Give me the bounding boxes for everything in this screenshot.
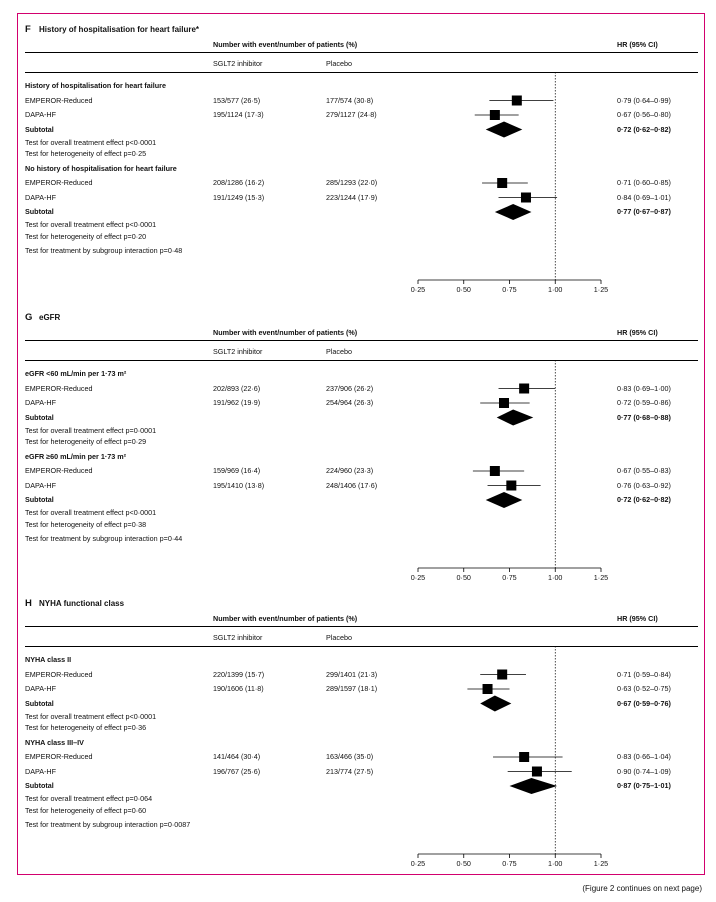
hazard-ratio-value: 0·84 (0·69–1·01) <box>617 192 671 202</box>
test-statistic: Test for overall treatment effect p=0·0001 <box>25 425 157 435</box>
sglt2-events: 208/1286 (16·2) <box>213 178 265 187</box>
study-name: DAPA-HF <box>25 766 57 776</box>
test-statistic: Test for heterogeneity of effect p=0·29 <box>25 437 147 446</box>
x-tick-label: 1·00 <box>548 859 563 868</box>
study-name: DAPA-HF <box>25 398 57 407</box>
point-estimate-square <box>532 767 542 777</box>
subtotal-hazard-ratio: 0·77 (0·68–0·88) <box>617 412 671 422</box>
sglt2-events: 159/969 (16·4) <box>213 466 261 475</box>
sglt2-events: 220/1399 (15·7) <box>213 669 265 679</box>
hazard-ratio-value: 0·67 (0·55–0·83) <box>617 466 671 475</box>
placebo-events: 248/1406 (17·6) <box>326 480 378 490</box>
study-name: EMPEROR-Reduced <box>25 178 93 187</box>
header-rule <box>25 340 698 341</box>
column-header-hr: HR (95% CI) <box>617 328 658 337</box>
point-estimate-square <box>483 684 493 694</box>
study-name: DAPA-HF <box>25 480 57 490</box>
interaction-test: Test for treatment by subgroup interaction p=0·44 <box>25 534 183 543</box>
study-name: DAPA-HF <box>25 110 57 119</box>
point-estimate-square <box>506 481 516 491</box>
placebo-events: 254/964 (26·3) <box>326 398 374 407</box>
x-tick-label: 0·75 <box>502 859 517 868</box>
hazard-ratio-value: 0·83 (0·69–1·00) <box>617 383 671 393</box>
test-statistic: Test for overall treatment effect p<0·0001 <box>25 508 157 517</box>
x-tick-label: 0·50 <box>456 573 471 582</box>
test-statistic: Test for heterogeneity of effect p=0·20 <box>25 231 147 241</box>
sglt2-events: 202/893 (22·6) <box>213 383 261 393</box>
subtotal-diamond <box>486 492 523 508</box>
sglt2-events: 196/767 (25·6) <box>213 766 261 776</box>
sglt2-events: 191/962 (19·9) <box>213 398 261 407</box>
subtotal-label: Subtotal <box>25 412 54 422</box>
column-header-events: Number with event/number of patients (%) <box>213 328 358 337</box>
subtotal-label: Subtotal <box>25 698 54 708</box>
sglt2-events: 190/1606 (11·8) <box>213 684 264 693</box>
subgroup-heading: No history of hospitalisation for heart failure <box>25 163 177 173</box>
header-rule <box>25 646 698 647</box>
x-tick-label: 1·25 <box>593 859 609 868</box>
panel-title: eGFR <box>39 313 61 322</box>
test-statistic: Test for heterogeneity of effect p=0·25 <box>25 149 147 158</box>
placebo-events: 224/960 (23·3) <box>326 466 374 475</box>
test-statistic: Test for overall treatment effect p=0·064 <box>25 794 153 803</box>
x-tick-label: 0·75 <box>502 573 517 582</box>
test-statistic: Test for heterogeneity of effect p=0·38 <box>25 519 147 529</box>
point-estimate-square <box>499 398 509 408</box>
column-header-placebo: Placebo <box>326 633 352 642</box>
subtotal-label: Subtotal <box>25 207 54 216</box>
test-statistic: Test for overall treatment effect p<0·0001 <box>25 220 157 229</box>
placebo-events: 285/1293 (22·0) <box>326 178 378 187</box>
study-name: DAPA-HF <box>25 684 57 693</box>
sglt2-events: 153/577 (26·5) <box>213 95 261 105</box>
panel-letter: G <box>25 312 33 323</box>
column-header-hr: HR (95% CI) <box>617 614 658 623</box>
column-header-placebo: Placebo <box>326 59 352 68</box>
subtotal-diamond <box>497 410 534 426</box>
placebo-events: 223/1244 (17·9) <box>326 192 378 202</box>
placebo-events: 237/906 (26·2) <box>326 383 374 393</box>
subtotal-hazard-ratio: 0·87 (0·75–1·01) <box>617 781 671 790</box>
interaction-test: Test for treatment by subgroup interaction p=0·48 <box>25 246 183 255</box>
subtotal-label: Subtotal <box>25 781 54 790</box>
point-estimate-square <box>497 178 507 188</box>
study-name: DAPA-HF <box>25 192 57 202</box>
subgroup-heading: eGFR ≥60 mL/min per 1·73 m² <box>25 451 127 461</box>
subtotal-hazard-ratio: 0·77 (0·67–0·87) <box>617 207 671 216</box>
study-name: EMPEROR-Reduced <box>25 466 93 475</box>
subgroup-heading: eGFR <60 mL/min per 1·73 m² <box>25 369 127 378</box>
column-header-placebo: Placebo <box>326 347 352 356</box>
test-statistic: Test for overall treatment effect p<0·0001 <box>25 137 157 147</box>
hazard-ratio-value: 0·71 (0·59–0·84) <box>617 669 671 679</box>
sglt2-events: 191/1249 (15·3) <box>213 192 265 202</box>
point-estimate-square <box>497 670 507 680</box>
test-statistic: Test for overall treatment effect p<0·0001 <box>25 711 157 721</box>
study-name: EMPEROR-Reduced <box>25 95 93 105</box>
sglt2-events: 195/1124 (17·3) <box>213 110 264 119</box>
point-estimate-square <box>519 384 529 394</box>
subtotal-label: Subtotal <box>25 124 54 134</box>
test-statistic: Test for heterogeneity of effect p=0·36 <box>25 723 147 732</box>
subgroup-heading: History of hospitalisation for heart failure <box>25 81 166 90</box>
sglt2-events: 195/1410 (13·8) <box>213 480 265 490</box>
header-rule <box>25 626 698 627</box>
continuation-note: (Figure 2 continues on next page) <box>582 884 702 893</box>
x-tick-label: 1·25 <box>593 573 609 582</box>
hazard-ratio-value: 0·63 (0·52–0·75) <box>617 684 671 693</box>
placebo-events: 213/774 (27·5) <box>326 766 374 776</box>
x-tick-label: 0·25 <box>410 573 426 582</box>
header-rule <box>25 360 698 361</box>
placebo-events: 279/1127 (24·8) <box>326 110 377 119</box>
x-tick-label: 1·00 <box>548 285 563 294</box>
hazard-ratio-value: 0·67 (0·56–0·80) <box>617 110 671 119</box>
subtotal-diamond <box>486 122 523 138</box>
subtotal-diamond <box>510 778 558 794</box>
hazard-ratio-value: 0·90 (0·74–1·09) <box>617 766 671 776</box>
panel-title: History of hospitalisation for heart failure* <box>39 25 200 34</box>
subgroup-heading: NYHA class II <box>25 655 72 664</box>
x-tick-label: 1·00 <box>548 573 563 582</box>
study-name: EMPEROR-Reduced <box>25 383 93 393</box>
subtotal-diamond <box>480 696 511 712</box>
panel-letter: F <box>25 24 31 35</box>
column-header-hr: HR (95% CI) <box>617 40 658 49</box>
panel-title: NYHA functional class <box>39 599 125 608</box>
hazard-ratio-value: 0·83 (0·66–1·04) <box>617 752 671 761</box>
subtotal-diamond <box>495 204 532 220</box>
point-estimate-square <box>521 193 531 203</box>
placebo-events: 289/1597 (18·1) <box>326 684 378 693</box>
sglt2-events: 141/464 (30·4) <box>213 752 261 761</box>
subtotal-hazard-ratio: 0·67 (0·59–0·76) <box>617 698 671 708</box>
column-header-sglt2: SGLT2 inhibitor <box>213 347 263 356</box>
x-tick-label: 0·50 <box>456 859 471 868</box>
point-estimate-square <box>512 96 522 106</box>
point-estimate-square <box>490 466 500 476</box>
x-tick-label: 0·25 <box>410 859 426 868</box>
hazard-ratio-value: 0·76 (0·63–0·92) <box>617 480 671 490</box>
x-tick-label: 0·50 <box>456 285 471 294</box>
x-tick-label: 0·75 <box>502 285 517 294</box>
header-rule <box>25 72 698 73</box>
placebo-events: 177/574 (30·8) <box>326 95 374 105</box>
subtotal-hazard-ratio: 0·72 (0·62–0·82) <box>617 124 671 134</box>
hazard-ratio-value: 0·79 (0·64–0·99) <box>617 95 671 105</box>
subtotal-hazard-ratio: 0·72 (0·62–0·82) <box>617 495 671 504</box>
study-name: EMPEROR-Reduced <box>25 669 93 679</box>
column-header-sglt2: SGLT2 inhibitor <box>213 59 263 68</box>
point-estimate-square <box>490 110 500 120</box>
column-header-events: Number with event/number of patients (%) <box>213 614 358 623</box>
header-rule <box>25 52 698 53</box>
subtotal-label: Subtotal <box>25 495 54 504</box>
column-header-events: Number with event/number of patients (%) <box>213 40 358 49</box>
x-tick-label: 1·25 <box>593 285 609 294</box>
panel-letter: H <box>25 598 32 609</box>
placebo-events: 299/1401 (21·3) <box>326 669 378 679</box>
subgroup-heading: NYHA class III–IV <box>25 737 84 747</box>
hazard-ratio-value: 0·71 (0·60–0·85) <box>617 178 671 187</box>
test-statistic: Test for heterogeneity of effect p=0·60 <box>25 805 147 815</box>
hazard-ratio-value: 0·72 (0·59–0·86) <box>617 398 671 407</box>
placebo-events: 163/466 (35·0) <box>326 752 374 761</box>
point-estimate-square <box>519 752 529 762</box>
interaction-test: Test for treatment by subgroup interaction p=0·0087 <box>25 820 191 829</box>
study-name: EMPEROR-Reduced <box>25 752 93 761</box>
x-tick-label: 0·25 <box>410 285 426 294</box>
column-header-sglt2: SGLT2 inhibitor <box>213 633 263 642</box>
